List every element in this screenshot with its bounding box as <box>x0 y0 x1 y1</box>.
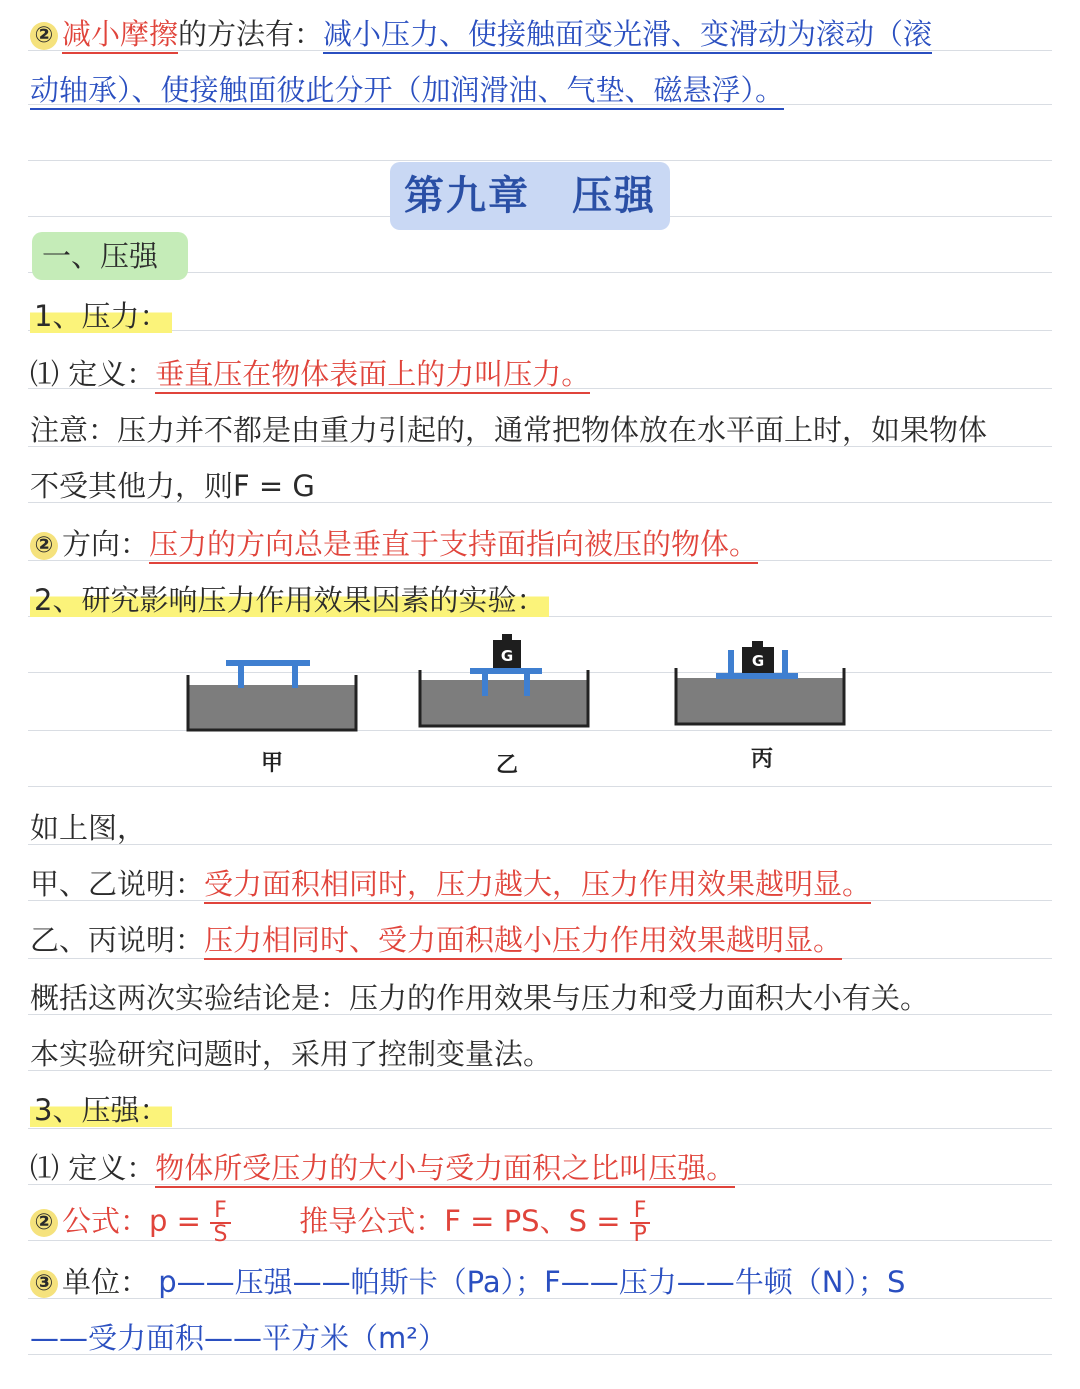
table-leg <box>524 674 530 696</box>
item-number: ③ <box>30 1270 58 1298</box>
experiment-heading <box>30 580 549 620</box>
pressure-force-heading <box>30 296 172 336</box>
table-leg <box>292 666 298 688</box>
conclusion-label: 乙、丙说明： <box>30 923 205 957</box>
section-title: 一、压强 <box>32 232 188 280</box>
item-number: ⑴ <box>30 357 60 391</box>
sponge <box>676 678 844 724</box>
direction-text: 压力的方向总是垂直于支持面指向被压的物体。 <box>149 527 758 564</box>
fraction-numerator: F <box>630 1200 651 1224</box>
table-leg <box>482 674 488 696</box>
friction-answer-2: 动轴承）、使接触面彼此分开（加润滑油、气垫、磁悬浮）。 <box>30 73 784 110</box>
item-number: ② <box>30 532 58 560</box>
table-top <box>470 668 542 674</box>
derived-fraction <box>630 1200 651 1246</box>
label-jia: 甲 <box>260 751 284 776</box>
item-number: ② <box>30 22 58 50</box>
chapter-title: 第九章 压强 <box>390 162 670 230</box>
derived-formula: F = PS、S = <box>444 1204 621 1238</box>
pressure-force-definition <box>30 354 590 394</box>
direction-label: 方向： <box>62 527 150 561</box>
rule-line <box>28 330 1052 331</box>
formula-lhs: p = <box>149 1204 201 1238</box>
method-text: 本实验研究问题时，采用了控制变量法。 <box>30 1037 553 1071</box>
friction-term: 减小摩擦 <box>62 17 178 54</box>
heading-text: 2、研究影响压力作用效果因素的实验： <box>30 583 549 617</box>
sponge <box>188 685 356 730</box>
table-top-inverted <box>716 673 798 679</box>
friction-line-2 <box>30 70 784 110</box>
fraction-denominator: P <box>633 1222 647 1247</box>
definition-text: 物体所受压力的大小与受力面积之比叫压强。 <box>155 1151 735 1188</box>
table-leg <box>728 650 734 673</box>
conclusion-text: 压力相同时、受力面积越小压力作用效果越明显。 <box>204 923 842 960</box>
rule-line <box>28 786 1052 787</box>
derived-label: 推导公式： <box>299 1204 445 1238</box>
conclusion-label: 甲、乙说明： <box>30 867 205 901</box>
yi-bing-conclusion <box>30 920 842 960</box>
experiment-jia <box>188 660 356 776</box>
friction-line-1 <box>30 14 932 54</box>
label-bing: 丙 <box>750 747 774 772</box>
friction-prefix: 的方法有： <box>178 17 324 51</box>
weight-label: G <box>500 647 514 665</box>
fraction-denominator: S <box>213 1222 228 1247</box>
label-yi: 乙 <box>495 753 519 778</box>
item-number: ② <box>30 1209 58 1237</box>
note-line-2: 不受其他力，则F = G <box>30 469 315 503</box>
formula-fraction <box>210 1200 231 1246</box>
experiment-bing <box>676 641 844 772</box>
note-line-1: 注意：压力并不都是由重力引起的，通常把物体放在水平面上时，如果物体 <box>30 413 988 447</box>
unit-text: ——受力面积——平方米（m²） <box>30 1321 447 1355</box>
heading-text: 1、压力： <box>30 299 172 333</box>
heading-text: 3、压强： <box>30 1093 172 1127</box>
rule-line <box>28 160 1052 161</box>
jia-yi-conclusion <box>30 864 871 904</box>
experiment-yi <box>420 634 588 778</box>
summary-text: 概括这两次实验结论是：压力的作用效果与压力和受力面积大小有关。 <box>30 981 930 1015</box>
rule-line <box>28 844 1052 845</box>
pressure-definition <box>30 1148 735 1188</box>
weight-handle <box>502 634 512 641</box>
definition-label: 定义： <box>68 357 156 391</box>
formula-label: 公式： <box>62 1204 150 1238</box>
pressure-unit-2 <box>30 1318 447 1358</box>
table-leg <box>238 666 244 688</box>
experiment-diagram <box>0 630 1080 780</box>
table-top <box>226 660 310 666</box>
fraction-numerator: F <box>210 1200 231 1224</box>
pressure-force-direction <box>30 524 758 564</box>
pressure-heading <box>30 1090 172 1130</box>
weight-label: G <box>751 652 765 670</box>
item-number: ⑴ <box>30 1151 60 1185</box>
unit-label: 单位： <box>62 1265 150 1299</box>
definition-text: 垂直压在物体表面上的力叫压力。 <box>155 357 590 394</box>
friction-answer-1: 减小压力、使接触面变光滑、变滑动为滚动（滚 <box>323 17 932 54</box>
as-shown-text: 如上图， <box>30 811 147 845</box>
pressure-formula <box>30 1200 650 1246</box>
sponge <box>420 680 588 726</box>
table-leg <box>782 650 788 673</box>
rule-line <box>28 1128 1052 1129</box>
definition-label: 定义： <box>68 1151 156 1185</box>
weight-handle <box>752 641 763 648</box>
conclusion-text: 受力面积相同时，压力越大，压力作用效果越明显。 <box>204 867 871 904</box>
pressure-unit-1 <box>30 1262 905 1302</box>
unit-text: p——压强——帕斯卡（Pa）；F——压力——牛顿（N）；S <box>158 1265 906 1299</box>
